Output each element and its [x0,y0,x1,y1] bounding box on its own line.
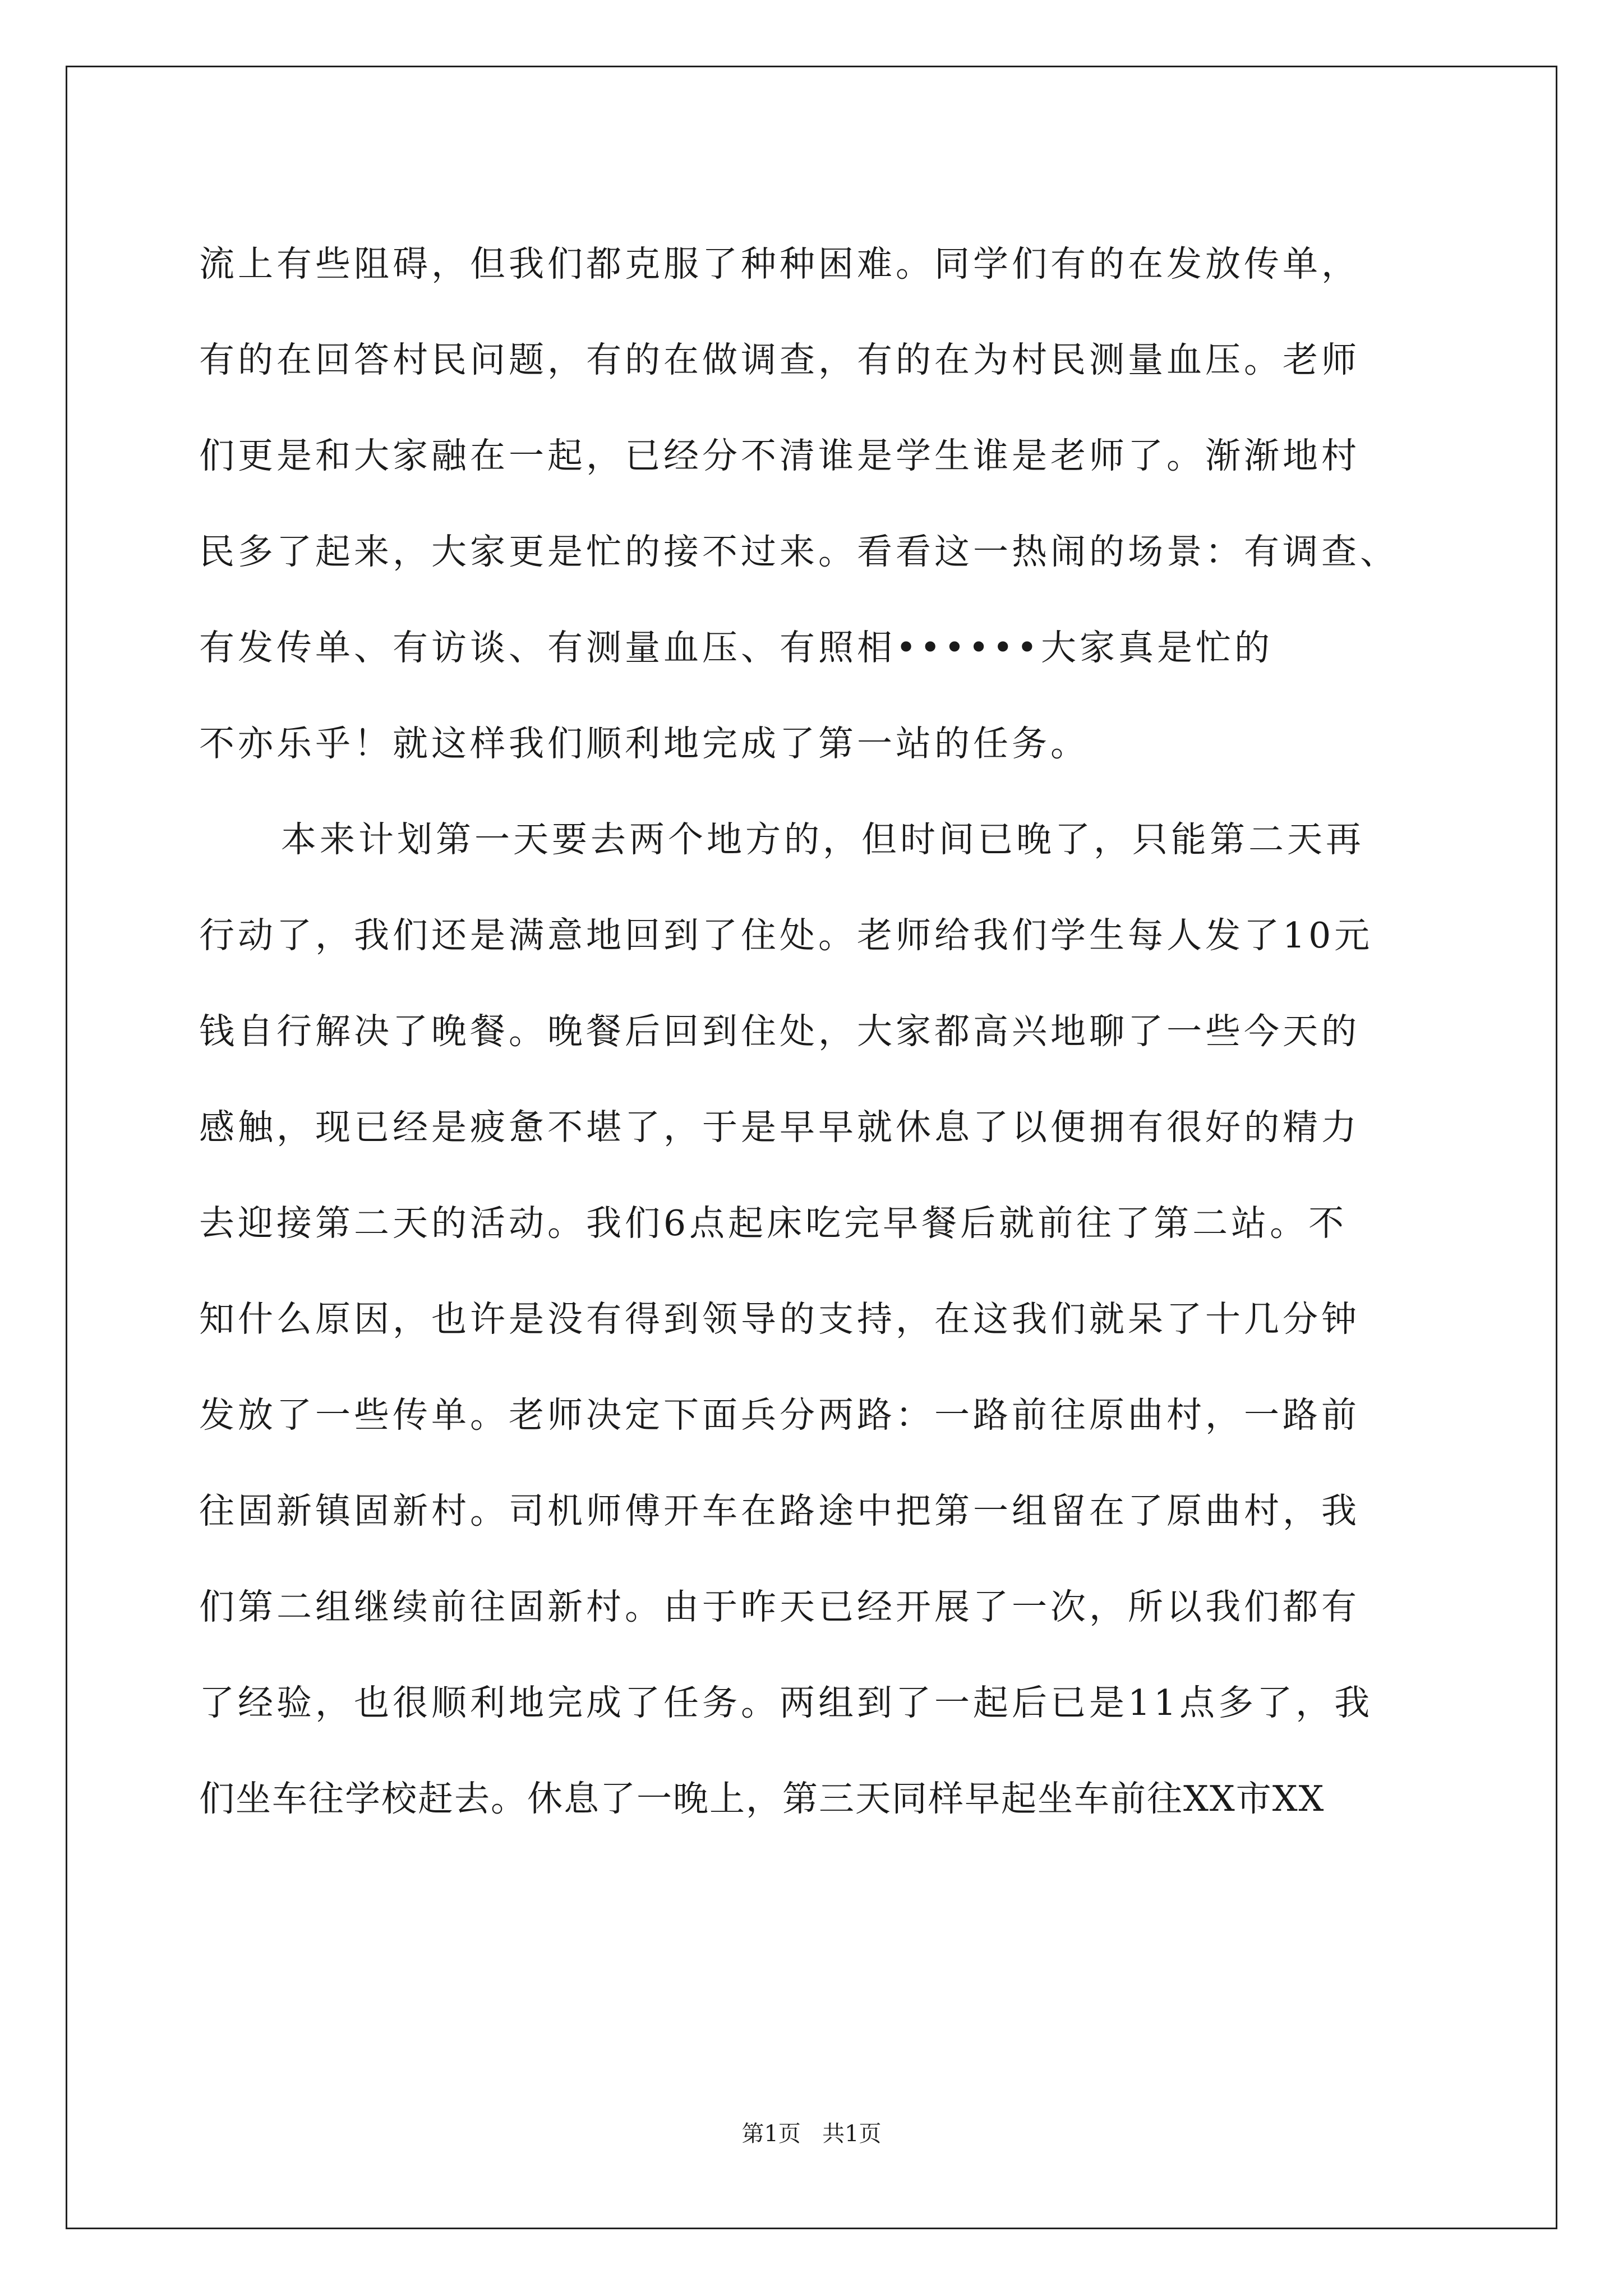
page-number: 第1页 [741,2121,801,2147]
text-line: 钱自行解决了晚餐。晚餐后回到住处，大家都高兴地聊了一些今天的 [199,1011,1360,1052]
text-line: 发放了一些传单。老师决定下面兵分两路：一路前往原曲村，一路前 [199,1395,1360,1435]
text-line: 们第二组继续前往固新村。由于昨天已经开展了一次，所以我们都有 [199,1586,1360,1627]
text-line: 有的在回答村民问题，有的在做调查，有的在为村民测量血压。老师 [199,339,1360,380]
text-line: 去迎接第二天的活动。我们6点起床吃完早餐后就前往了第二站。不 [199,1203,1348,1244]
text-line: 们更是和大家融在一起，已经分不清谁是学生谁是老师了。渐渐地村 [199,435,1360,476]
paragraph-first-line: 本来计划第一天要去两个地方的，但时间已晚了，只能第二天再 [281,819,1364,860]
document-body [199,216,1427,1847]
text-line: 民多了起来，大家更是忙的接不过来。看看这一热闹的场景：有调查、 [199,531,1399,572]
text-line: 有发传单、有访谈、有测量血压、有照相••••••大家真是忙的 [199,627,1273,668]
text-line: 行动了，我们还是满意地回到了住处。老师给我们学生每人发了10元 [199,915,1373,956]
page-footer [0,2120,1623,2147]
text-line: 们坐车往学校赶去。休息了一晚上，第三天同样早起坐车前往XX市XX [199,1778,1325,1819]
text-line: 知什么原因，也许是没有得到领导的支持，在这我们就呆了十几分钟 [199,1299,1360,1340]
text-line: 流上有些阻碍，但我们都克服了种种困难。同学们有的在发放传单， [199,243,1360,284]
text-line: 了经验，也很顺利地完成了任务。两组到了一起后已是11点多了，我 [199,1682,1373,1723]
text-line: 往固新镇固新村。司机师傅开车在路途中把第一组留在了原曲村，我 [199,1490,1360,1531]
text-line: 不亦乐乎！就这样我们顺利地完成了第一站的任务。 [199,723,1089,764]
text-line: 感触，现已经是疲惫不堪了，于是早早就休息了以便拥有很好的精力 [199,1107,1360,1148]
page-total: 共1页 [822,2121,882,2147]
